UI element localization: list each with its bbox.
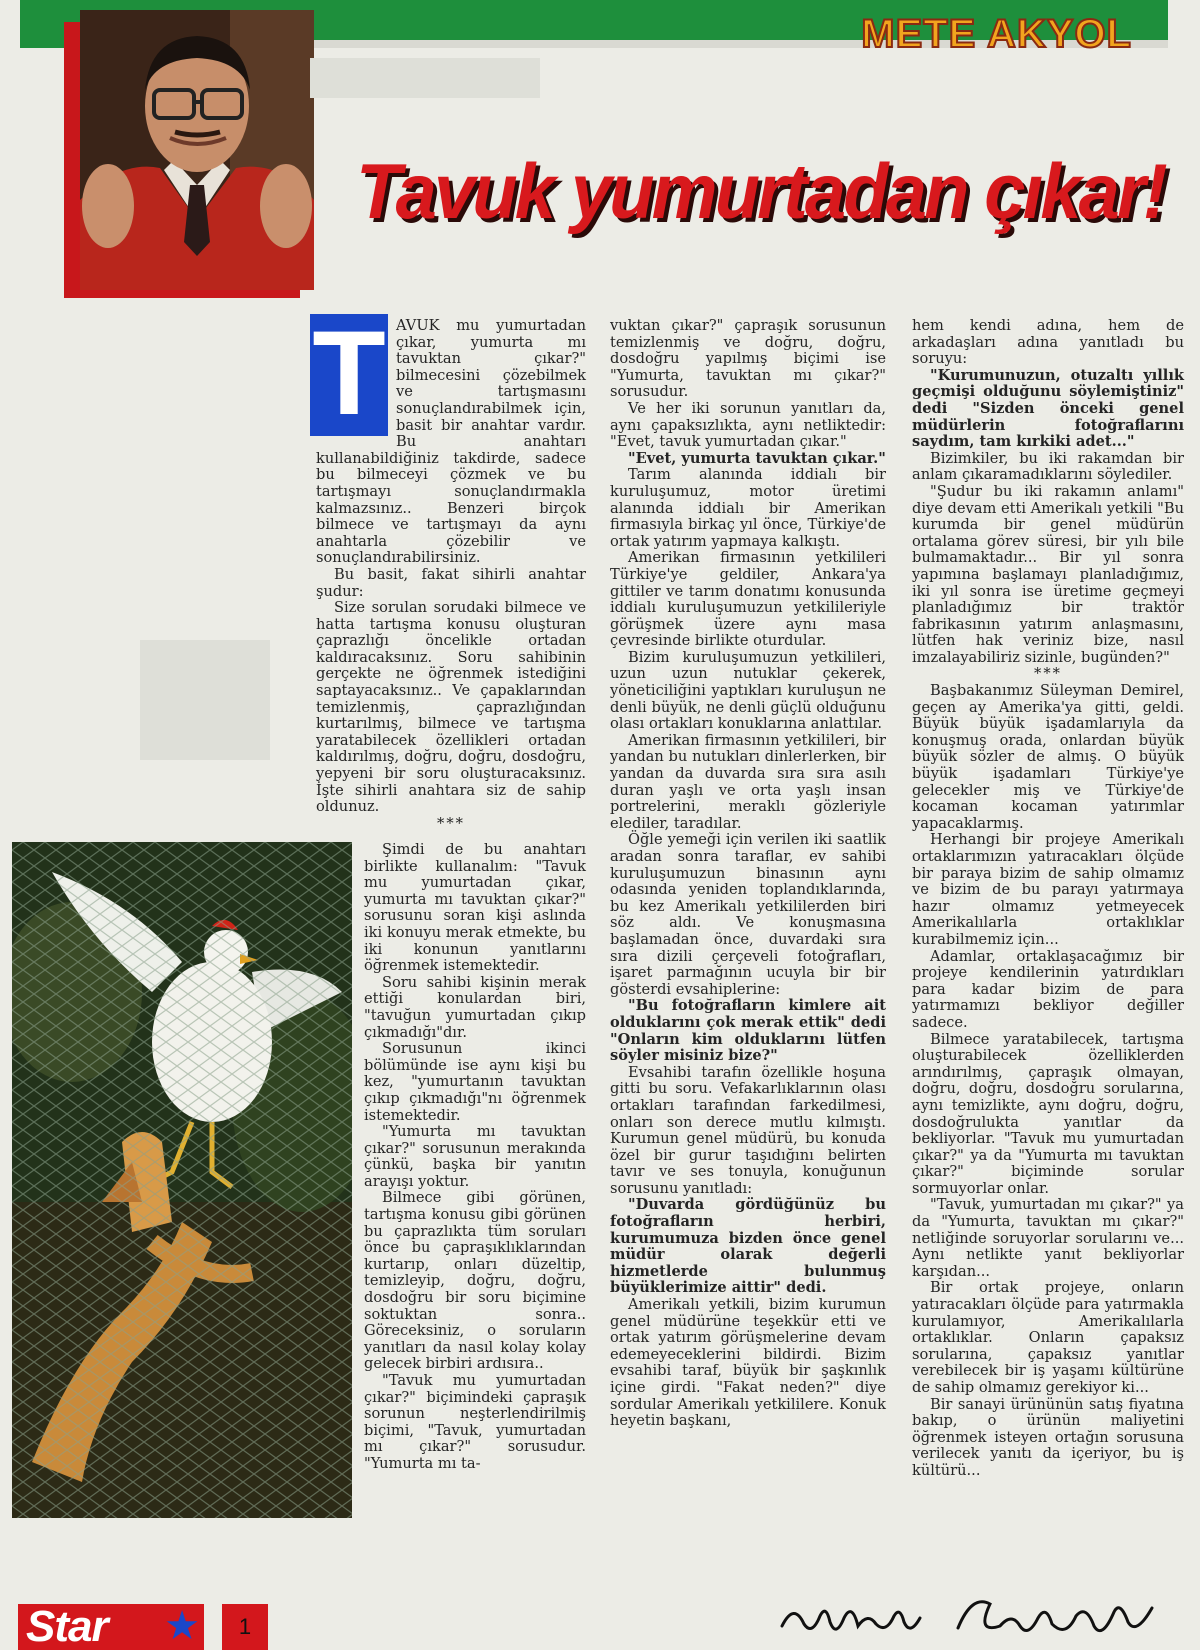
page-number: 1 (222, 1604, 268, 1650)
paragraph: Bilmece yaratabilecek, tartışma oluşturabilecek özelliklerden arındırılmış, çapraşık olmayan, doğru, doğru, dosdoğru sorularına, aynı temizlikte, aynı doğru, doğru, dosdoğrulukta yanıtlar da bekliyorlar. "Tavuk mu yumurtadan çıkar?" ya da "Yumurta mı tavuktan çıkar?" biçiminde sorular sormuyorlar onlar. (912, 1030, 1184, 1197)
paragraph: Başbakanımız Süleyman Demirel, geçen ay Amerika'ya gitti, geldi. Büyük büyük işadamlarıyla da konuşmuş orada, onlardan büyük büyük sözler de almış. O büyük büyük işadamları Türkiye'ye gelecekler miş ve Türkiye'de kocaman kocaman yatırımlar yapacaklarmış. (912, 682, 1184, 832)
author-signature (776, 1582, 1160, 1646)
paragraph: Bu basit, fakat sihirli anahtar şudur: (316, 565, 586, 600)
paragraph: Bilmece gibi görünen, tartışma konusu gibi görünen bu çaprazlıkta tüm soruları önce bu çapraşıklıklarından kurtarıp, onları düzeltip, temizleyip, doğru, doğru, dosdoğru bir soru biçimine soktuktan sonra.. Göreceksiniz, o soruların yanıtları da nasıl kolay kolay gelecek birbiri ardısıra.. (364, 1189, 586, 1373)
paragraph: Bir ortak projeye, onların yatıracakları ölçüde para yatırmakla kurulamıyor, Amerikalılarla ortaklıklar. Onların çapaksız sorularına, çapaksız yanıtlar verebilecek bir iş yaşamı kültürüne de sahip olmamız gerekiyor ki... (912, 1279, 1184, 1396)
paragraph: "Şudur bu iki rakamın anlamı" diye devam etti Amerikalı yetkili "Bu kurumda bir genel müdürün ortalama görev süresi, bir yılı bile bulmamaktadır... Bir yıl sonra yapımına başlamayı planladığımız, iki yıl sonra ise üretime geçmeyi planladığımız bir traktör fabrikasının yatırım anlaşmasını, lütfen hak veriniz bize, nasıl imzalayabiliriz sizinle, bugünden?" (912, 482, 1184, 666)
paragraph: Amerikan firmasının yetkilileri, bir yandan bu nutukları dinlerlerken, bir yandan da duvarda sıra sıra asılı duran yaşlı ve orta yaşlı insan portrelerini, meraklı gözleriyle elediler, taradılar. (610, 731, 886, 832)
paragraph: Ve her iki sorunun yanıtları da, aynı çapaksızlıkta, aynı netliktedir: "Evet, tavuk yumurtadan çıkar." (610, 399, 886, 451)
paragraph: Bizim kuruluşumuzun yetkilileri, uzun uzun nutuklar çekerek, yöneticiliğini yaptıkları kuruluşun ne denli büyük, ne denli güçlü olduğunu olası ortakları konuklarına anlattılar. (610, 648, 886, 733)
star-icon: ★ (164, 1604, 200, 1649)
paragraph: hem kendi adına, hem de arkadaşları adına yanıtladı bu soruyu: (912, 317, 1184, 368)
article-column-2 (610, 318, 886, 1430)
paragraph: Bizimkiler, bu iki rakamdan bir anlam çıkaramadıklarını söylediler. (912, 449, 1184, 484)
paragraph: Size sorulan sorudaki bilmece ve hatta tartışma konusu oluşturan çaprazlığı öncelikle ortadan kaldıracaksınız. Soru sahibinin gerçekte ne öğrenmek istediğini saptayacaksınız.. Ve çapaklarından temizlenmiş, çaprazlığından kurtarılmış, bilmece ve tartışma yaratabilecek özellikleri ortadan kaldırılmış, doğru, doğru, dosdoğru, yepyeni bir soru oluşturacaksınız. İşte sihirli anahtara siz de sahip oldunuz. (316, 599, 586, 816)
paragraph: "Tavuk, yumurtadan mı çıkar?" ya da "Yumurta, tavuktan mı çıkar?" netliğinde soruyorlar sorularını ve... Aynı netlikte yanıt bekliyorlar karşıdan... (912, 1196, 1184, 1280)
paragraph: Soru sahibi kişinin merak ettiği konulardan biri, "tavuğun yumurtadan çıkıp çıkmadığı"dır. (364, 973, 586, 1041)
paragraph: Öğle yemeği için verilen iki saatlik aradan sonra taraflar, ev sahibi kuruluşumuzun binasının aynı odasında yeniden toplandıklarında, bu kez Amerikalı yetkililerden biri söz aldı. Ve konuşmasına başlamadan önce, duvardaki sıra sıra dizili çerçeveli fotoğrafları, işaret parmağının ucuyla bir bir gösterdi evsahiplerine: (610, 831, 886, 998)
background-ghost-block (140, 640, 270, 760)
paragraph: Amerikalı yetkili, bizim kurumun genel müdürüne teşekkür etti ve ortak yatırım görüşmelerine devam edemeyeceklerini bildirdi. Bizim evsahibi taraf, büyük bir şaşkınlık içine girdi. "Fakat neden?" diye sordular Amerikalı yetkililere. Konuk heyetin başkanı, (610, 1296, 886, 1430)
paragraph: Adamlar, ortaklaşacağımız bir projeye kendilerinin yatırdıkları para kadar bizim de para yatırmamızı bekliyor değiller sadece. (912, 947, 1184, 1031)
author-name: METE AKYOL (861, 12, 1132, 56)
headline: Tavuk yumurtadan çıkar! (356, 147, 1165, 235)
paragraph: Herhangi bir projeye Amerikalı ortaklarımızın yatıracakları ölçüde bir paraya bizim de sahip olmamız ve bizim de bu parayı yatırmaya hazır olmamız yetmeyecek Amerikalılarla ortaklıklar kurabilmemiz için... (912, 831, 1184, 948)
paragraph: Bir sanayi ürününün satış fiyatına bakıp, o ürünün maliyetini öğrenmek isteyen ortağın sorusuna verilecek yanıtı da içeriyor, bu iş kültürü... (912, 1395, 1184, 1479)
paragraph: "Kurumunuzun, otuzaltı yıllık geçmişi olduğunu söylemiştiniz" dedi "Sizden önceki genel müdürlerin fotoğraflarını saydım, tam kırkiki adet..." (912, 366, 1184, 451)
paragraph: AVUK mu yumurtadan çıkar, yumurta mı tavuktan çıkar?" bilmecesini çözebilmek ve tartışmasını sonuçlandırabilmek için, basit bir anahtar vardır. Bu anahtarı kullanabildiğiniz takdirde, sadece bu bilmeceyi çözmek ve bu tartışmayı sonuçlandırmakla kalmazsınız.. Benzeri birçok bilmece ve tartışmayı da aynı anahtarla çözebilir ve sonuçlandırabilirsiniz. (316, 317, 586, 567)
paragraph: "Tavuk mu yumurtadan çıkar?" biçimindeki çapraşık sorunun neşterlendirilmiş biçimi, "Tavuk, yumurtadan mı çıkar?" sorusudur. "Yumurta mı ta- (364, 1372, 586, 1472)
paragraph: "Duvarda gördüğünüz bu fotoğrafların herbiri, kurumumuza bizden önce genel müdür olarak değerli hizmetlerde bulunmuş büyüklerimize aittir" dedi. (610, 1196, 886, 1297)
paragraph: Evsahibi tarafın özellikle hoşuna gitti bu soru. Vefakarlıklarının olası ortakları tarafından farkedilmesi, onları son derece mutlu kılmıştı. Kurumun genel müdürü, bu konuda özel bir gurur taşıdığını belirten tavır ve ses tonuyla, konuğunun sorusunu yanıtladı: (610, 1063, 886, 1197)
background-ghost-block (310, 58, 540, 98)
paragraph: Amerikan firmasının yetkilileri Türkiye'ye geldiler, Ankara'ya gittiler ve tarım donatımı konusunda iddialı kuruluşumuzun yetkilileriyle görüşmek üzere aynı masa çevresinde birlikte oturdular. (610, 549, 886, 650)
drop-cap: T (310, 314, 388, 436)
paragraph: vuktan çıkar?" çapraşık sorusunun temizlenmiş ve doğru, doğru, dosdoğru yapılmış biçimi ise "Yumurta, tavuktan mı çıkar?" sorusudur. (610, 317, 886, 401)
article-column-3 (912, 318, 1184, 1480)
section-separator: *** (437, 814, 465, 832)
author-photo (80, 10, 314, 290)
paragraph: "Yumurta mı tavuktan çıkar?" sorusunun merakında çünkü, başka bir yanıtın arayışı yoktur. (364, 1123, 586, 1190)
article-column-1-top (312, 306, 586, 832)
article-column-1-bottom (364, 842, 586, 1473)
paragraph: Tarım alanında iddialı bir kuruluşumuz, motor üretimi alanında iddialı bir Amerikan firmasıyla birkaç yıl önce, Türkiye'de ortak yatırım yapmaya kalkıştı. (610, 466, 886, 550)
paragraph: "Evet, yumurta tavuktan çıkar." (628, 449, 886, 467)
star-logo (18, 1604, 204, 1650)
chicken-fox-photo (12, 842, 352, 1518)
paragraph: Sorusunun ikinci bölümünde ise aynı kişi bu kez, "yumurtanın tavuktan çıkıp çıkmadığı"nı öğrenmek istemektedir. (364, 1040, 586, 1124)
paragraph: "Bu fotoğrafların kimlere ait olduklarını çok merak ettik" dedi "Onların kim olduklarını lütfen söyler misiniz bize?" (610, 997, 886, 1065)
paragraph: Şimdi de bu anahtarı birlikte kullanalım: "Tavuk mu yumurtadan çıkar, yumurta mı tavuktan çıkar?" sorusunu soran kişi aslında iki konuyu merak etmekte, bu iki konunun yanıtlarını öğrenmek istemektedir. (364, 841, 586, 975)
logo-text: Star (26, 1604, 108, 1650)
section-separator: *** (1034, 665, 1062, 683)
